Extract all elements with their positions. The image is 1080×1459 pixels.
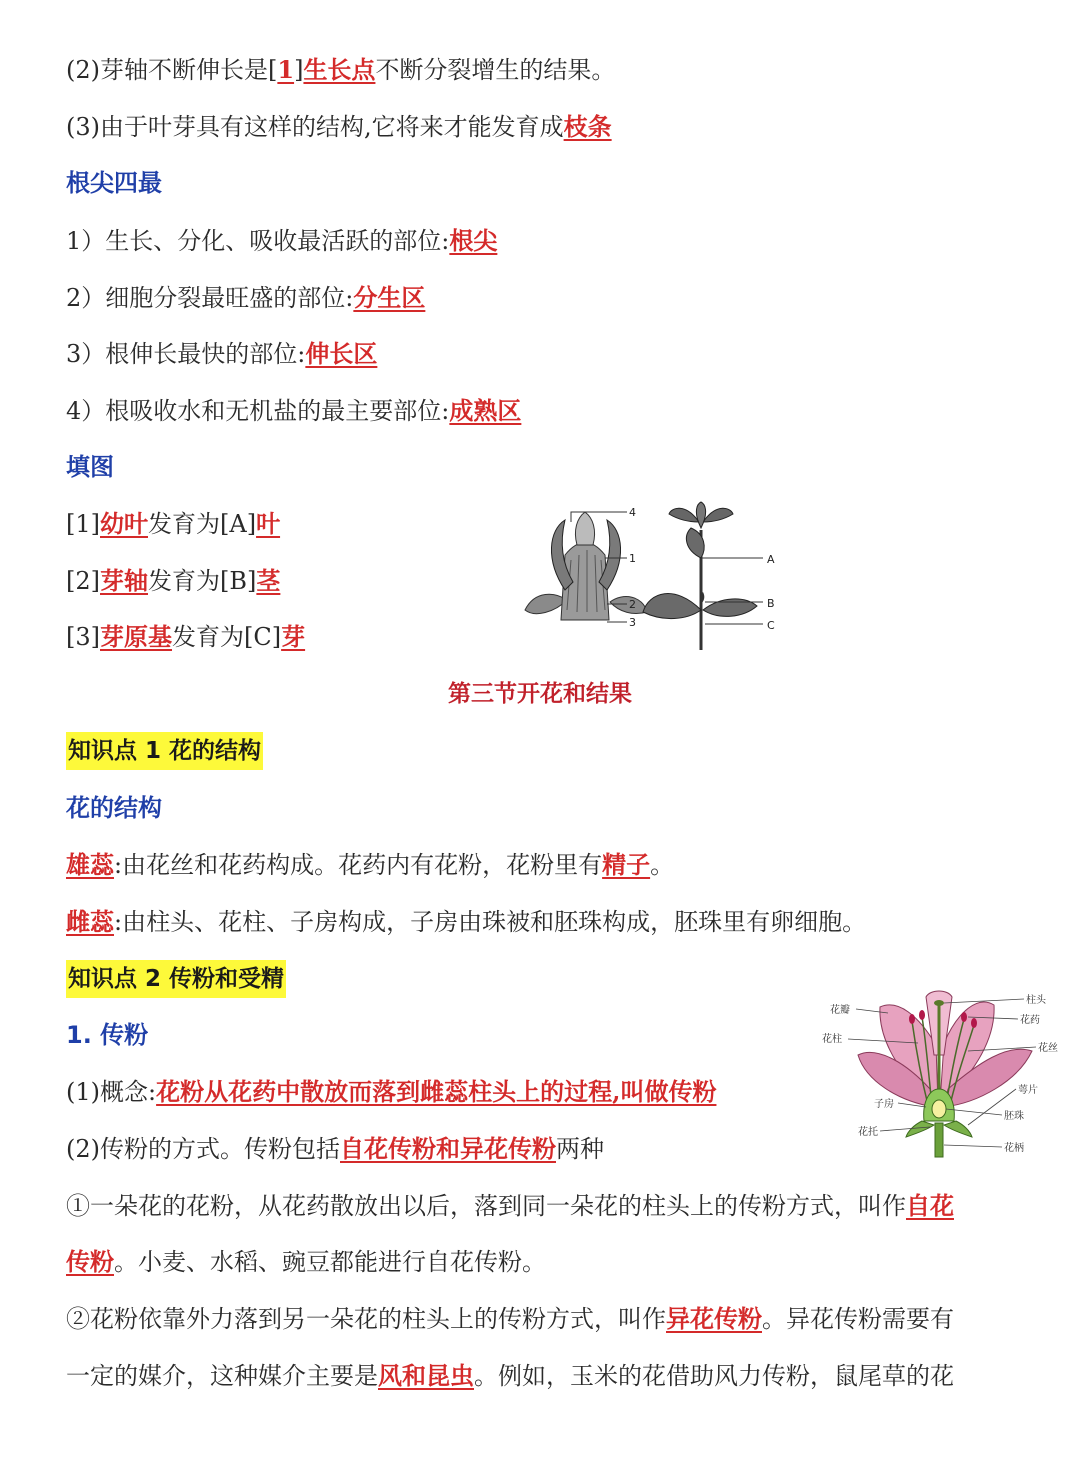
bud-line-3: (3)由于叶芽具有这样的结构,它将来才能发育成枝条 (66, 112, 612, 141)
self-line-1: ①一朵花的花粉，从花药散放出以后，落到同一朵花的柱头上的传粉方式，叫作自花 (66, 1191, 954, 1220)
answer: 自花 (906, 1191, 954, 1220)
fill-heading: 填图 (66, 453, 114, 481)
ways-line: (2)传粉的方式。传粉包括自花传粉和异花传粉两种 (66, 1134, 604, 1163)
cross-line-2: 一定的媒介，这种媒介主要是风和昆虫。例如，玉米的花借助风力传粉，鼠尾草的花 (66, 1361, 954, 1390)
answer: 雌蕊 (66, 907, 114, 936)
section-title: 第三节开花和结果 (448, 681, 632, 707)
stamen-line: 雄蕊:由花丝和花药构成。花药内有花粉，花粉里有精子。 (66, 850, 675, 879)
root-tip-item-1: 1）生长、分化、吸收最活跃的部位:根尖 (66, 226, 498, 255)
answer: 芽原基 (100, 622, 172, 651)
answer: 幼叶 (100, 509, 148, 538)
shoot-label: B (767, 597, 775, 610)
fill-item-3: [3]芽原基发育为[C]芽 (66, 622, 306, 651)
answer: 成熟区 (449, 396, 522, 425)
bud-label: 3 (629, 616, 636, 629)
answer: 分生区 (353, 283, 426, 312)
fill-item-1: [1]幼叶发育为[A]叶 (66, 509, 281, 538)
fill-item-2: [2]芽轴发育为[B]茎 (66, 566, 281, 595)
kp2-heading: 1. 传粉 (66, 1021, 149, 1049)
flower-label-left: 花托 (858, 1127, 878, 1138)
kp2-title: 知识点 2 传粉和受精 (66, 960, 286, 998)
cross-line-1: ②花粉依靠外力落到另一朵花的柱头上的传粉方式，叫作异花传粉。异花传粉需要有 (66, 1304, 954, 1333)
bud-label: 2 (629, 598, 636, 611)
flower-label-right: 花丝 (1038, 1043, 1058, 1054)
kp1-title-row (66, 734, 263, 767)
root-tip-item-4: 4）根吸收水和无机盐的最主要部位:成熟区 (66, 396, 522, 425)
answer: 风和昆虫 (378, 1361, 474, 1390)
root-tip-item-3: 3）根伸长最快的部位:伸长区 (66, 339, 378, 368)
root-tip-item-2: 2）细胞分裂最旺盛的部位:分生区 (66, 283, 426, 312)
answer: 枝条 (563, 112, 612, 141)
flower-label-left: 花瓣 (830, 1005, 850, 1016)
flower-label-right: 萼片 (1018, 1085, 1038, 1096)
answer: 芽 (281, 622, 306, 651)
answer: 根尖 (449, 226, 498, 255)
flower-label-left: 子房 (874, 1099, 894, 1110)
answer: 精子 (602, 850, 651, 879)
kp1-title: 知识点 1 花的结构 (66, 732, 263, 770)
shoot-label: A (767, 553, 775, 566)
answer: 自花传粉和异花传粉 (340, 1134, 556, 1163)
pistil-line: 雌蕊:由柱头、花柱、子房构成，子房由珠被和胚珠构成，胚珠里有卵细胞。 (66, 907, 867, 936)
flower-label-right: 胚珠 (1004, 1111, 1024, 1122)
answer: 叶 (256, 509, 281, 538)
shoot-diagram (635, 500, 785, 660)
answer: 伸长区 (305, 339, 378, 368)
answer: 传粉 (66, 1247, 114, 1276)
answer: 1 (277, 55, 295, 84)
kp1-heading: 花的结构 (66, 794, 162, 822)
answer: 茎 (256, 566, 281, 595)
flower-diagram (818, 985, 1060, 1160)
bud-line-2: (2)芽轴不断伸长是[1]生长点不断分裂增生的结果。 (66, 55, 616, 84)
answer: 生长点 (303, 55, 376, 84)
bud-label: 1 (629, 552, 636, 565)
flower-label-right: 花药 (1020, 1015, 1040, 1026)
root-tip-heading: 根尖四最 (66, 169, 162, 197)
answer: 花粉从花药中散放而落到雌蕊柱头上的过程,叫做传粉 (156, 1077, 717, 1106)
self-line-2: 传粉。小麦、水稻、豌豆都能进行自花传粉。 (66, 1247, 546, 1276)
flower-label-right: 柱头 (1026, 995, 1046, 1006)
kp2-title-row (66, 962, 286, 995)
answer: 异花传粉 (666, 1304, 762, 1333)
shoot-label: C (767, 619, 775, 632)
answer: 芽轴 (100, 566, 148, 595)
answer: 雄蕊 (66, 850, 114, 879)
flower-label-left: 花柱 (822, 1034, 842, 1045)
bud-label: 4 (629, 506, 636, 519)
flower-label-right: 花柄 (1004, 1143, 1024, 1154)
concept-line: (1)概念:花粉从花药中散放而落到雌蕊柱头上的过程,叫做传粉 (66, 1077, 717, 1106)
